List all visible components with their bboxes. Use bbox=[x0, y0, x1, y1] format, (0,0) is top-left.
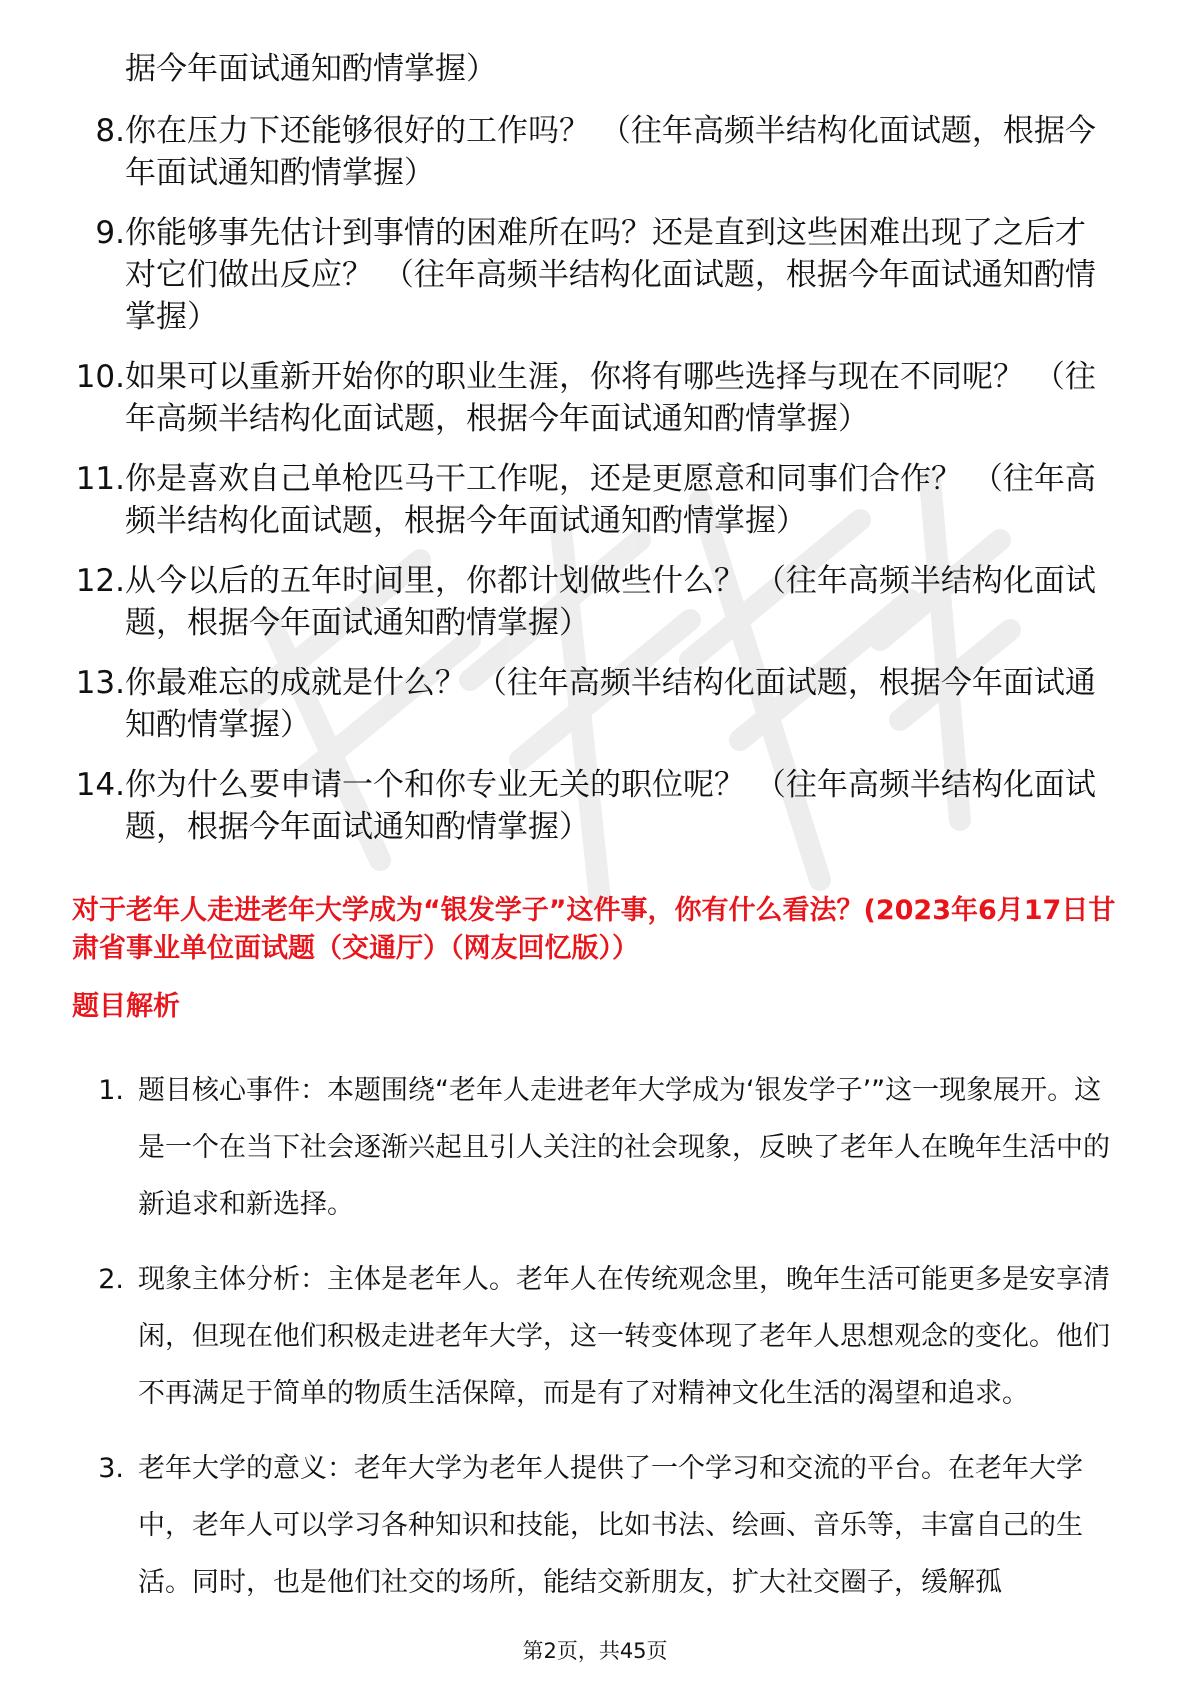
list-item bbox=[50, 212, 1120, 338]
list-item bbox=[50, 458, 1120, 542]
analysis-list bbox=[72, 1062, 1132, 1629]
item-number: 14. bbox=[75, 767, 125, 803]
list-item bbox=[50, 764, 1120, 848]
list-item bbox=[50, 560, 1120, 644]
list-item bbox=[50, 356, 1120, 440]
item-text bbox=[125, 560, 1115, 644]
question-text: 你最难忘的成就是什么？ （往年高频半结构化面试题，根据今年面试通知酌情掌握） bbox=[125, 665, 1096, 743]
analysis-heading: 题目解析 bbox=[72, 991, 180, 1022]
list-item bbox=[72, 1251, 1132, 1422]
question-list bbox=[50, 110, 1120, 866]
section-title: 对于老年人走进老年大学成为“银发学子”这件事，你有什么看法？(2023年6月17日甘肃省事业单位面试题（交通厅）（网友回忆版）） bbox=[72, 895, 1116, 964]
question-text: 从今以后的五年时间里，你都计划做些什么？ （往年高频半结构化面试题，根据今年面试通知酌情掌握） bbox=[125, 563, 1096, 641]
item-text bbox=[125, 212, 1115, 338]
item-number: 9. bbox=[95, 215, 125, 251]
question-text: 你是喜欢自己单枪匹马干工作呢，还是更愿意和同事们合作？ （往年高频半结构化面试题，根据今年面试通知酌情掌握） bbox=[125, 461, 1096, 539]
item-number: 3. bbox=[98, 1453, 124, 1484]
item-text: 老年大学的意义：老年大学为老年人提供了一个学习和交流的平台。在老年大学中，老年人可以学习各种知识和技能，比如书法、绘画、音乐等，丰富自己的生活。同时，也是他们社交的场所，能结交新朋友，扩大社交圈子，缓解孤 bbox=[138, 1453, 1083, 1598]
question-text: 你在压力下还能够很好的工作吗？ （往年高频半结构化面试题，根据今年面试通知酌情掌握） bbox=[125, 113, 1096, 191]
item-number: 8. bbox=[95, 113, 125, 149]
page-footer: 第2页，共45页 bbox=[522, 1639, 668, 1663]
item-text: 题目核心事件：本题围绕“老年人走进老年大学成为‘银发学子’”这一现象展开。这是一个在当下社会逐渐兴起且引人关注的社会现象，反映了老年人在晚年生活中的新追求和新选择。 bbox=[138, 1075, 1110, 1220]
item-number: 1. bbox=[98, 1075, 124, 1106]
item-text bbox=[125, 458, 1115, 542]
item-text: 现象主体分析：主体是老年人。老年人在传统观念里，晚年生活可能更多是安享清闲，但现在他们积极走进老年大学，这一转变体现了老年人思想观念的变化。他们不再满足于简单的物质生活保障，而是有了对精神文化生活的渴望和追求。 bbox=[138, 1264, 1110, 1409]
item-number: 11. bbox=[75, 461, 125, 497]
question-text: 你能够事先估计到事情的困难所在吗？还是直到这些困难出现了之后才对它们做出反应？ （往年高频半结构化面试题，根据今年面试通知酌情掌握） bbox=[125, 215, 1096, 335]
item-text bbox=[125, 662, 1115, 746]
continuation-text: 据今年面试通知酌情掌握） bbox=[125, 51, 497, 87]
item-text bbox=[125, 356, 1115, 440]
list-item bbox=[50, 110, 1120, 194]
list-item bbox=[72, 1440, 1132, 1611]
item-text bbox=[125, 764, 1115, 848]
question-text: 如果可以重新开始你的职业生涯，你将有哪些选择与现在不同呢？ （往年高频半结构化面试题，根据今年面试通知酌情掌握） bbox=[125, 359, 1096, 437]
item-number: 10. bbox=[75, 359, 125, 395]
question-text: 你为什么要申请一个和你专业无关的职位呢？ （往年高频半结构化面试题，根据今年面试通知酌情掌握） bbox=[125, 767, 1096, 845]
item-number: 2. bbox=[98, 1264, 124, 1295]
item-number: 13. bbox=[75, 665, 125, 701]
item-number: 12. bbox=[75, 563, 125, 599]
item-text bbox=[125, 110, 1115, 194]
list-item bbox=[50, 662, 1120, 746]
list-item bbox=[72, 1062, 1132, 1233]
